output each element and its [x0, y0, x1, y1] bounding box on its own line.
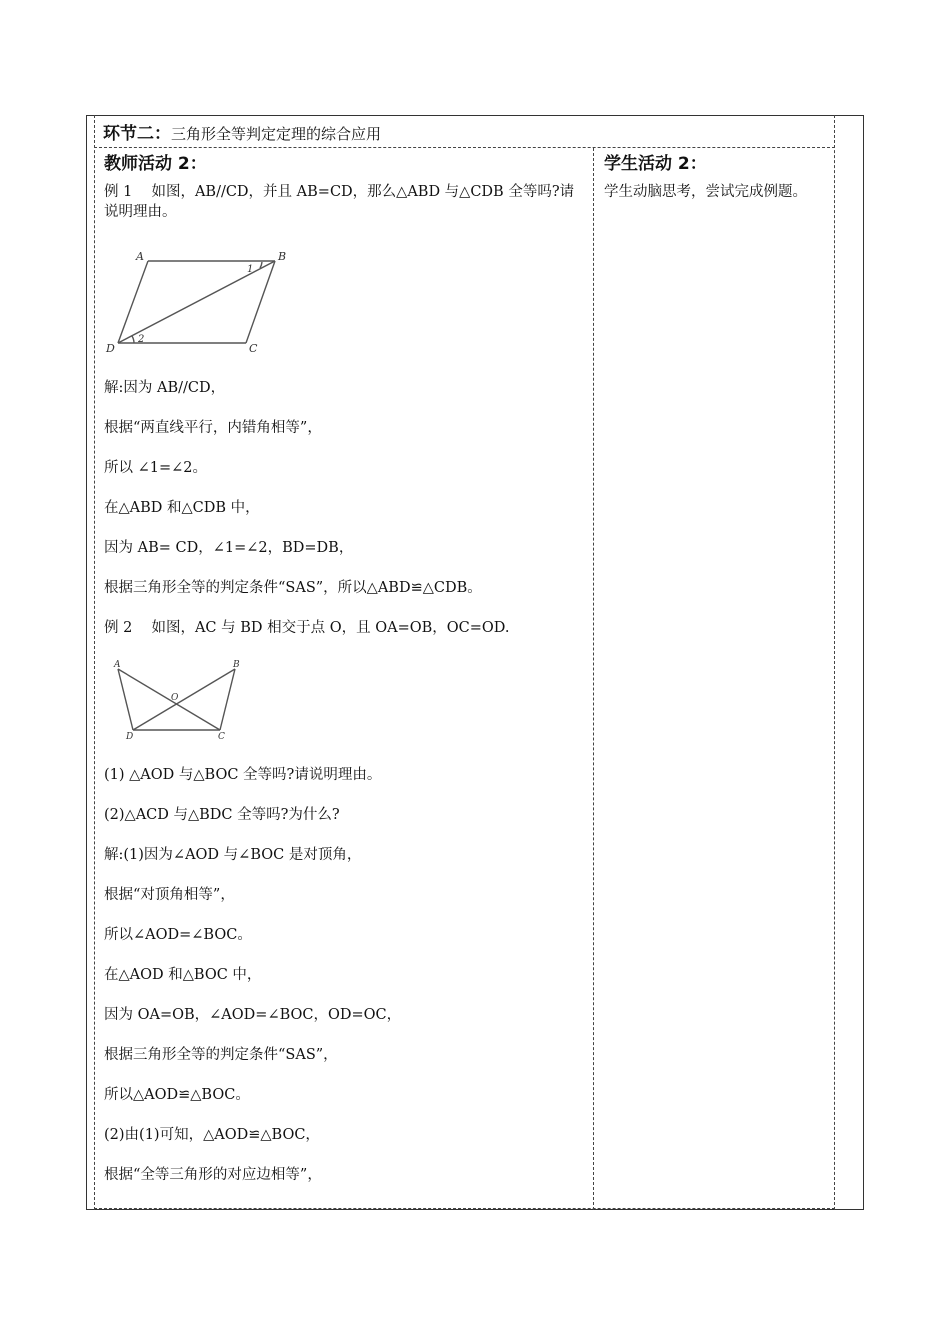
solution1-line-2: 根据“两直线平行，内错角相等”， — [104, 420, 322, 436]
section-topic: 三角形全等判定定理的综合应用 — [171, 125, 382, 143]
student-heading: 学生活动 2： — [604, 154, 707, 174]
solution2-line-6: 在△AOD 和△BOC 中， — [104, 967, 262, 983]
figure-parallelogram — [104, 246, 304, 356]
teacher-heading: 教师活动 2： — [104, 154, 207, 174]
fig1-label-d: D — [106, 342, 115, 355]
solution2-line-2: (2)△ACD 与△BDC 全等吗?为什么? — [104, 807, 340, 823]
fig1-label-b: B — [278, 250, 287, 263]
column-divider — [593, 148, 594, 1210]
figure-crossed-triangles — [104, 655, 264, 745]
example-2-question: 例 2 如图，AC 与 BD 相交于点 O，且 OA=OB，OC=OD. — [104, 620, 510, 636]
solution2-line-7: 因为 OA=OB，∠AOD=∠BOC，OD=OC， — [104, 1007, 402, 1023]
fig2-label-a: A — [114, 660, 121, 670]
fig2-label-c: C — [218, 732, 225, 742]
solution2-line-10: (2)由(1)可知，△AOD≌△BOC， — [104, 1127, 320, 1143]
solution1-line-5: 因为 AB= CD，∠1=∠2，BD=DB， — [104, 540, 354, 556]
fig1-angle-1: 1 — [247, 264, 254, 275]
example-1-question: 例 1 如图，AB//CD，并且 AB=CD，那么△ABD 与△CDB 全等吗?请说明理由。 — [104, 184, 575, 220]
fig2-label-o: O — [171, 693, 179, 703]
fig1-angle-2: 2 — [138, 334, 145, 345]
solution2-line-11: 根据“全等三角形的对应边相等”， — [104, 1167, 322, 1183]
student-activity-column — [604, 150, 829, 202]
solution1-line-6: 根据三角形全等的判定条件“SAS”，所以△ABD≌△CDB。 — [104, 580, 482, 596]
solution2-line-3: 解:(1)因为∠AOD 与∠BOC 是对顶角， — [104, 847, 362, 863]
solution2-line-5: 所以∠AOD=∠BOC。 — [104, 927, 252, 943]
fig2-label-d: D — [126, 732, 134, 742]
solution1-line-1: 解:因为 AB//CD， — [104, 380, 226, 396]
teacher-activity-column — [104, 150, 586, 1183]
student-activity-text: 学生动脑思考，尝试完成例题。 — [604, 184, 807, 200]
solution2-line-4: 根据“对顶角相等”， — [104, 887, 235, 903]
fig1-label-a: A — [136, 250, 144, 263]
solution2-line-1: (1) △AOD 与△BOC 全等吗?请说明理由。 — [104, 767, 382, 783]
section-label: 环节二： — [103, 124, 171, 144]
solution2-line-8: 根据三角形全等的判定条件“SAS”， — [104, 1047, 338, 1063]
section-header-row — [94, 115, 835, 148]
solution1-line-3: 所以 ∠1=∠2。 — [104, 460, 208, 476]
fig1-label-c: C — [249, 342, 258, 355]
fig2-label-b: B — [233, 660, 240, 670]
solution2-line-9: 所以△AOD≌△BOC。 — [104, 1087, 250, 1103]
solution1-line-4: 在△ABD 和△CDB 中， — [104, 500, 260, 516]
table-bottom-line — [94, 1208, 835, 1209]
section-title — [103, 119, 381, 144]
